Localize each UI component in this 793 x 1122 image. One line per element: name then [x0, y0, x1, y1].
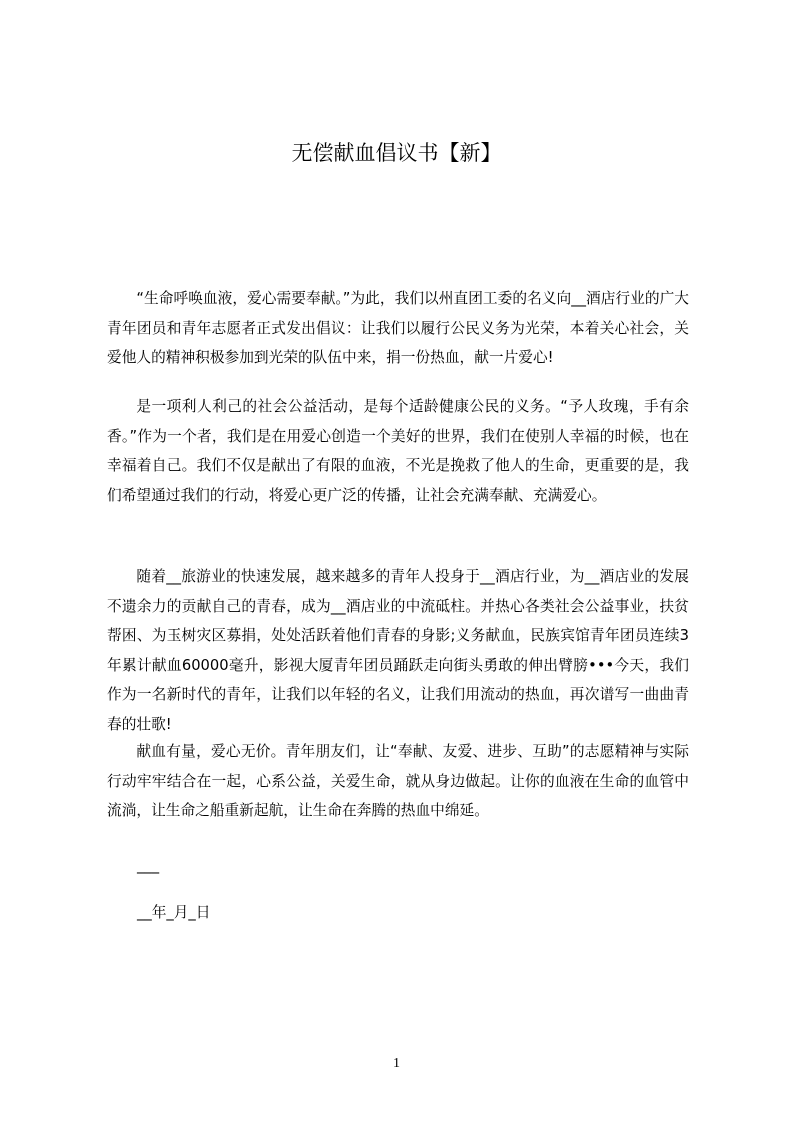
paragraph-2: 是一项利人利己的社会公益活动，是每个适龄健康公民的义务。“予人玫瑰，手有余香。”作为一个者，我们是在用爱心创造一个美好的世界，我们在使别人幸福的时候，也在幸福着自己。我们不仅是献出了有限的血液，不光是挽救了他人的生命，更重要的是，我们希望通过我们的行动，将爱心更广泛的传播，让社会充满奉献、充满爱心。	[107, 398, 689, 504]
document-title: 无偿献血倡议书【新】	[291, 141, 502, 165]
date-line: __年_月_日	[137, 904, 211, 921]
page-number: 1	[393, 1056, 400, 1071]
paragraph-3: 随着__旅游业的快速发展，越来越多的青年人投身于__酒店行业，为__酒店业的发展不遗余力的贡献自己的青春，成为__酒店业的中流砥柱。并热心各类社会公益事业，扶贫帮困、为玉树灾区募捐，处处活跃着他们青春的身影;义务献血，民族宾馆青年团员连续3年累计献血60000毫升，影视大厦青年团员踊跃走向街头勇敢的伸出臂膀•••今天，我们作为一名新时代的青年，让我们以年轻的名义，让我们用流动的热血，再次谱写一曲曲青春的壮歌!	[107, 568, 689, 733]
paragraph-1: “生命呼唤血液，爱心需要奉献。”为此，我们以州直团工委的名义向__酒店行业的广大青年团员和青年志愿者正式发出倡议：让我们以履行公民义务为光荣，本着关心社会，关爱他人的精神积极参加到光荣的队伍中来，捐一份热血，献一片爱心!	[107, 290, 689, 366]
paragraph-4: 献血有量，爱心无价。青年朋友们，让“奉献、友爱、进步、互助”的志愿精神与实际行动牢牢结合在一起，心系公益，关爱生命，就从身边做起。让你的血液在生命的血管中流淌，让生命之船重新起航，让生命在奔腾的热血中绵延。	[107, 743, 689, 819]
signature-line: ___	[137, 857, 160, 874]
